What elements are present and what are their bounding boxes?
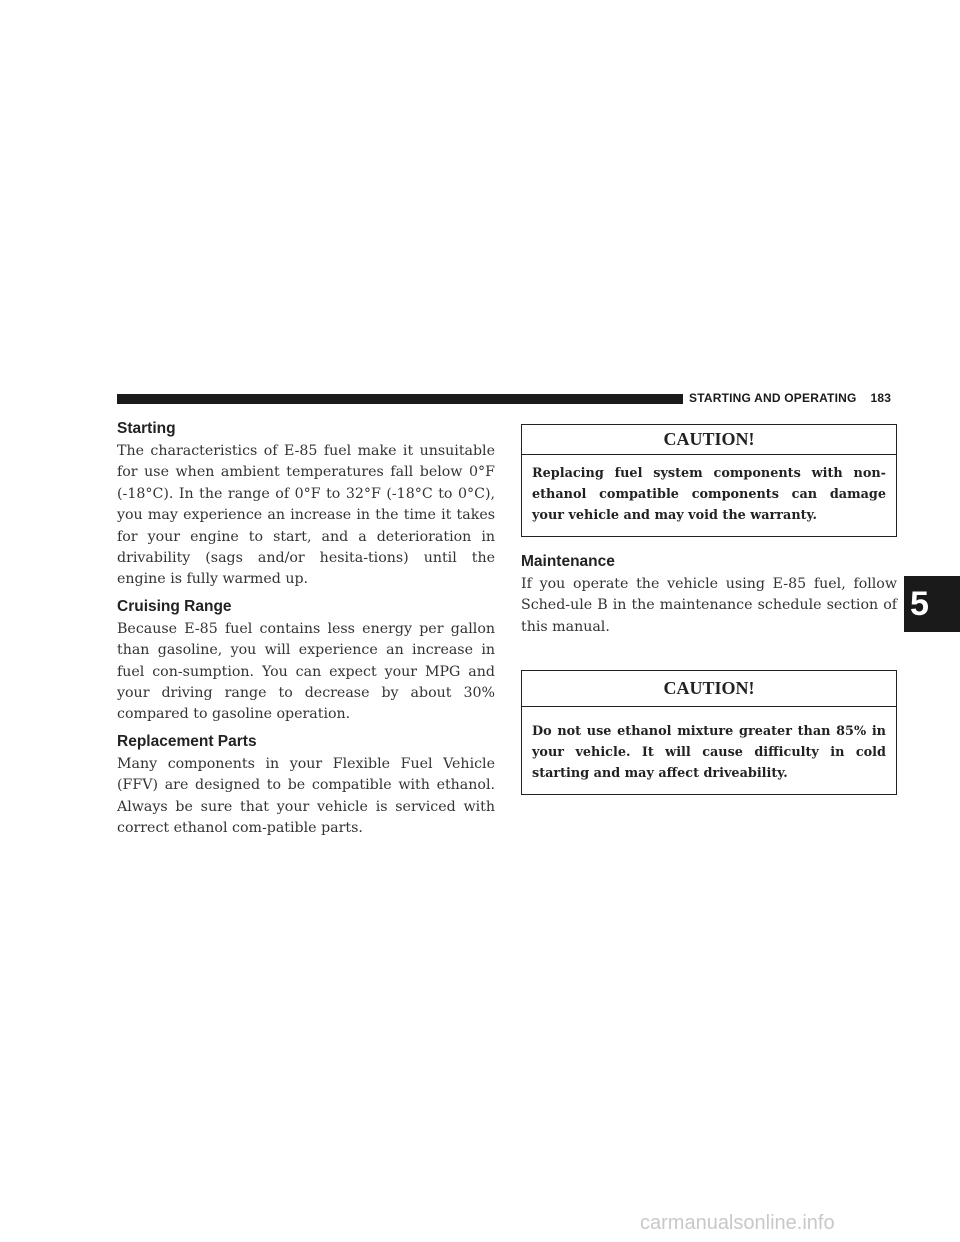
caution-title: CAUTION!	[522, 671, 896, 707]
watermark-link[interactable]: carmanualsonline.info	[640, 1212, 835, 1234]
right-column	[521, 424, 897, 795]
section-body: If you operate the vehicle using E-85 fuel, follow Sched-ule B in the maintenance schedule section of this manual.	[521, 576, 897, 635]
page-number: 183	[870, 391, 892, 405]
section-body: Many components in your Flexible Fuel Vehicle (FFV) are designed to be compatible with ethanol. Always be sure that your vehicle is serviced with correct ethanol com-patible parts.	[117, 755, 495, 837]
section-heading: Replacement Parts	[117, 732, 257, 750]
caution-body: Do not use ethanol mixture greater than 85% in your vehicle. It will cause difficulty in cold starting and may affect driveability.	[532, 724, 886, 782]
section-heading: Starting	[117, 420, 176, 437]
chapter-tab: 5	[904, 576, 960, 632]
section-body: Because E-85 fuel contains less energy per gallon than gasoline, you will experience an increase in fuel con-sumption. You can expect your MPG and your driving range to decrease by about 30% compared to gasoline operation.	[117, 620, 495, 723]
caution-box-fuel-components	[521, 424, 897, 537]
caution-box-ethanol-mixture	[521, 670, 897, 795]
caution-title: CAUTION!	[522, 425, 896, 455]
section-maintenance	[521, 553, 897, 638]
left-column	[117, 420, 495, 847]
running-header	[689, 391, 891, 405]
caution-body: Replacing fuel system components with non-ethanol compatible components can damage your vehicle and may void the warranty.	[532, 466, 886, 523]
section-heading: Maintenance	[521, 553, 615, 570]
section-heading: Cruising Range	[117, 597, 232, 615]
header-rule	[117, 394, 683, 404]
section-cruising-range	[117, 598, 495, 726]
section-starting	[117, 420, 495, 591]
section-body: The characteristics of E-85 fuel make it unsuitable for use when ambient temperatures fall below 0°F (-18°C). In the range of 0°F to 32°F (-18°C to 0°C), you may experience an increase in the time it takes for your engine to start, and a deterioration in drivability (sags and/or hesita-tions) until the engine is fully warmed up.	[117, 443, 495, 588]
section-replacement-parts	[117, 733, 495, 840]
header-section-title: STARTING AND OPERATING	[689, 391, 857, 405]
